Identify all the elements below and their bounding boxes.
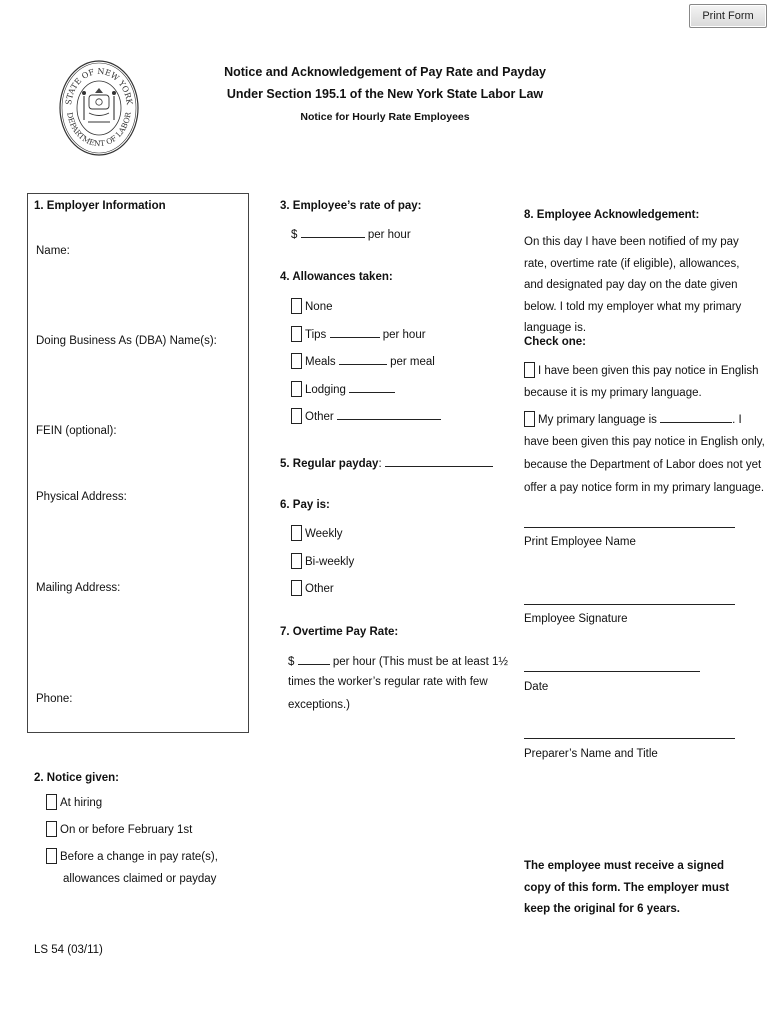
pay-other	[291, 580, 334, 596]
allowance-tips	[291, 326, 426, 342]
checkbox-before-change[interactable]	[46, 848, 57, 864]
rate-heading: 3. Employee’s rate of pay:	[280, 200, 422, 212]
date-label: Date	[524, 681, 549, 693]
ack-option-language-label-4: offer a pay notice form in my primary language.	[524, 482, 765, 494]
checkbox-allowance-none[interactable]	[291, 298, 302, 314]
title-line-1: Notice and Acknowledgement of Pay Rate and Payday	[224, 65, 546, 79]
allowance-other	[291, 408, 441, 424]
signature-label: Employee Signature	[524, 613, 628, 625]
notice-option-hiring	[46, 794, 102, 810]
allowance-none	[291, 298, 333, 314]
employer-info-box	[27, 193, 249, 733]
signature-line[interactable]	[524, 604, 735, 605]
seal-top-text: STATE OF NEW YORK	[64, 66, 134, 106]
rate-unit: per hour	[367, 229, 411, 241]
ack-option-english-label-2: because it is my primary language.	[524, 387, 702, 399]
allowance-other-label: Other	[305, 411, 334, 423]
print-name-label: Print Employee Name	[524, 536, 636, 548]
ack-option-language	[524, 411, 742, 427]
preparer-line[interactable]	[524, 738, 735, 739]
checkbox-weekly[interactable]	[291, 525, 302, 541]
allowance-none-label: None	[305, 301, 333, 313]
checkbox-pay-other[interactable]	[291, 580, 302, 596]
employer-physical-address-label: Physical Address:	[36, 491, 127, 503]
notice-option-change	[46, 848, 218, 864]
checkbox-allowance-lodging[interactable]	[291, 381, 302, 397]
ack-option-language-label-2: have been given this pay notice in English only,	[524, 436, 765, 448]
pay-is-heading: 6. Pay is:	[280, 499, 330, 511]
checkbox-english-primary[interactable]	[524, 362, 535, 378]
allowance-meals-label: Meals	[305, 356, 336, 368]
lodging-input-line[interactable]	[349, 381, 395, 393]
checkbox-at-hiring[interactable]	[46, 794, 57, 810]
overtime-row	[288, 653, 508, 669]
allowance-lodging-label: Lodging	[305, 384, 346, 396]
ack-option-english	[524, 362, 759, 378]
seal-bottom-text: DEPARTMENT OF LABOR	[65, 111, 133, 149]
payday-row	[280, 455, 493, 471]
ack-option-language-label-end: . I	[732, 414, 742, 426]
tips-unit: per hour	[382, 329, 426, 341]
rate-row	[291, 226, 411, 242]
allowance-lodging	[291, 381, 395, 397]
rate-input-line[interactable]	[301, 226, 365, 238]
payday-input-line[interactable]	[385, 455, 493, 467]
rate-dollar: $	[291, 229, 298, 241]
allowances-heading: 4. Allowances taken:	[280, 271, 393, 283]
employer-phone-label: Phone:	[36, 693, 73, 705]
notice-option-feb	[46, 821, 192, 837]
print-form-button[interactable]: Print Form	[689, 4, 767, 28]
ack-option-english-label-1: I have been given this pay notice in English	[538, 365, 759, 377]
checkbox-bi-weekly[interactable]	[291, 553, 302, 569]
allowance-tips-label: Tips	[305, 329, 327, 341]
checkbox-allowance-tips[interactable]	[291, 326, 302, 342]
employer-mailing-address-label: Mailing Address:	[36, 582, 121, 594]
notice-option-hiring-label: At hiring	[60, 797, 103, 809]
allowance-meals	[291, 353, 435, 369]
ack-heading: 8. Employee Acknowledgement:	[524, 209, 700, 221]
title-line-2: Under Section 195.1 of the New York State Labor Law	[226, 87, 544, 101]
checkbox-other-language[interactable]	[524, 411, 535, 427]
notice-option-change-label-1: Before a change in pay rate(s),	[60, 851, 218, 863]
date-line[interactable]	[524, 671, 700, 672]
check-one-label: Check one:	[524, 336, 586, 348]
ack-option-language-label-3: because the Department of Labor does not yet	[524, 459, 762, 471]
pay-weekly	[291, 525, 343, 541]
ack-option-language-label-1: My primary language is	[538, 414, 657, 426]
primary-language-input-line[interactable]	[660, 411, 732, 423]
overtime-heading: 7. Overtime Pay Rate:	[280, 626, 399, 638]
subtitle: Notice for Hourly Rate Employees	[300, 111, 470, 123]
meals-input-line[interactable]	[339, 353, 387, 365]
overtime-text-2: times the worker’s regular rate with few	[288, 676, 488, 688]
checkbox-allowance-other[interactable]	[291, 408, 302, 424]
notice-heading: 2. Notice given:	[34, 772, 119, 784]
employer-dba-label: Doing Business As (DBA) Name(s):	[36, 335, 217, 347]
overtime-input-line[interactable]	[298, 653, 330, 665]
overtime-text-3: exceptions.)	[288, 699, 351, 711]
meals-unit: per meal	[390, 356, 435, 368]
ack-paragraph: On this day I have been notified of my pay rate, overtime rate (if eligible), allowances, and designated pay day on the date given below. I told my employer what my primary language is.	[524, 236, 742, 334]
other-allowance-input-line[interactable]	[337, 408, 441, 420]
tips-input-line[interactable]	[330, 326, 380, 338]
pay-other-label: Other	[305, 583, 334, 595]
preparer-label: Preparer’s Name and Title	[524, 748, 658, 760]
overtime-text-1: per hour (This must be at least 1½	[332, 656, 508, 668]
employer-name-label: Name:	[36, 245, 70, 257]
checkbox-allowance-meals[interactable]	[291, 353, 302, 369]
payday-heading: 5. Regular payday	[280, 458, 379, 470]
payday-colon: :	[378, 458, 382, 470]
employer-heading: 1. Employer Information	[34, 200, 166, 212]
checkbox-on-or-before-feb-1[interactable]	[46, 821, 57, 837]
notice-option-change-label-2: allowances claimed or payday	[63, 873, 217, 885]
pay-biweekly-label: Bi-weekly	[305, 556, 355, 568]
print-name-line[interactable]	[524, 527, 735, 528]
notice-option-feb-label: On or before February 1st	[60, 824, 193, 836]
employer-fein-label: FEIN (optional):	[36, 425, 117, 437]
pay-biweekly	[291, 553, 354, 569]
retention-notice: The employee must receive a signed copy of this form. The employer must keep the original for 6 years.	[524, 860, 730, 915]
overtime-dollar: $	[288, 656, 295, 668]
form-id: LS 54 (03/11)	[34, 944, 103, 956]
pay-weekly-label: Weekly	[305, 528, 343, 540]
